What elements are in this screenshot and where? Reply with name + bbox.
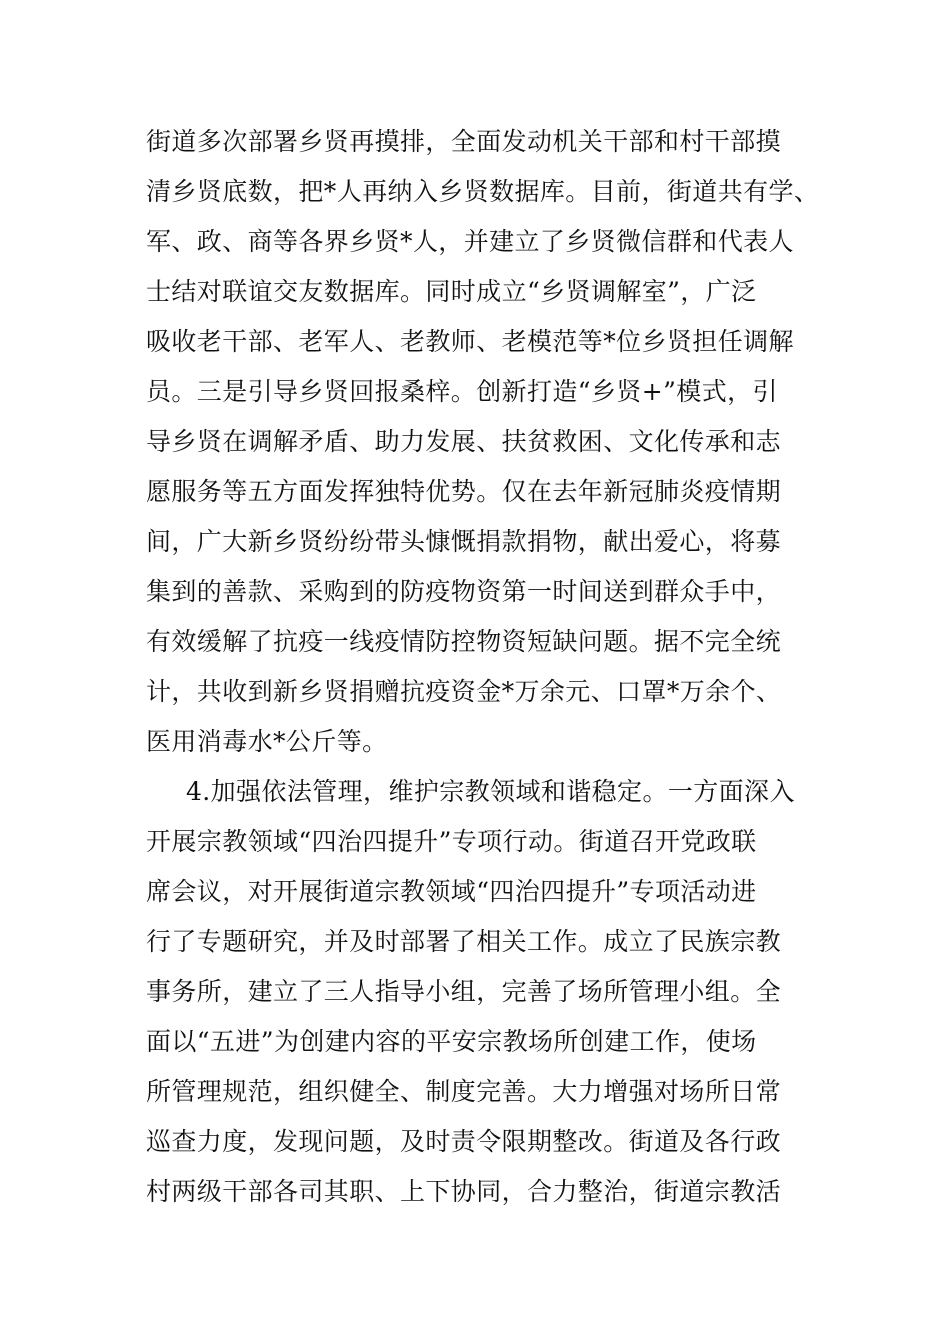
text-line: 所管理规范，组织健全、制度完善。大力增强对场所日常 — [146, 1077, 782, 1106]
section-heading-line: 4.加强依法管理，维护宗教领域和谐稳定。一方面深入 — [186, 777, 795, 806]
text-line: 巡查力度，发现问题，及时责令限期整改。街道及各行政 — [146, 1127, 782, 1156]
text-line: 席会议，对开展街道宗教领域“四治四提升”专项活动进 — [146, 877, 757, 906]
text-line: 村两级干部各司其职、上下协同，合力整治，街道宗教活 — [146, 1177, 782, 1206]
text-line: 医用消毒水*公斤等。 — [146, 727, 388, 756]
text-line: 士结对联谊交友数据库。同时成立“乡贤调解室”，广泛 — [146, 277, 757, 306]
text-line: 事务所，建立了三人指导小组，完善了场所管理小组。全 — [146, 977, 782, 1006]
text-line: 清乡贤底数，把*人再纳入乡贤数据库。目前，街道共有学、 — [146, 177, 820, 206]
text-line: 行了专题研究，并及时部署了相关工作。成立了民族宗教 — [146, 927, 782, 956]
text-line: 有效缓解了抗疫一线疫情防控物资短缺问题。据不完全统 — [146, 627, 782, 656]
text-line: 愿服务等五方面发挥独特优势。仅在去年新冠肺炎疫情期 — [146, 477, 782, 506]
text-line: 面以“五进”为创建内容的平安宗教场所创建工作，使场 — [146, 1027, 757, 1056]
text-line: 集到的善款、采购到的防疫物资第一时间送到群众手中， — [146, 577, 782, 606]
text-line: 员。三是引导乡贤回报桑梓。创新打造“乡贤+”模式，引 — [146, 377, 778, 406]
text-line: 军、政、商等各界乡贤*人，并建立了乡贤微信群和代表人 — [146, 227, 794, 256]
text-line: 计，共收到新乡贤捐赠抗疫资金*万余元、口罩*万余个、 — [146, 677, 782, 706]
text-line: 导乡贤在调解矛盾、助力发展、扶贫救困、文化传承和志 — [146, 427, 782, 456]
text-line: 街道多次部署乡贤再摸排，全面发动机关干部和村干部摸 — [146, 127, 782, 156]
text-line: 吸收老干部、老军人、老教师、老模范等*位乡贤担任调解 — [146, 327, 794, 356]
text-line: 开展宗教领域“四治四提升”专项行动。街道召开党政联 — [146, 827, 757, 856]
text-line: 间，广大新乡贤纷纷带头慷慨捐款捐物，献出爱心，将募 — [146, 527, 782, 556]
